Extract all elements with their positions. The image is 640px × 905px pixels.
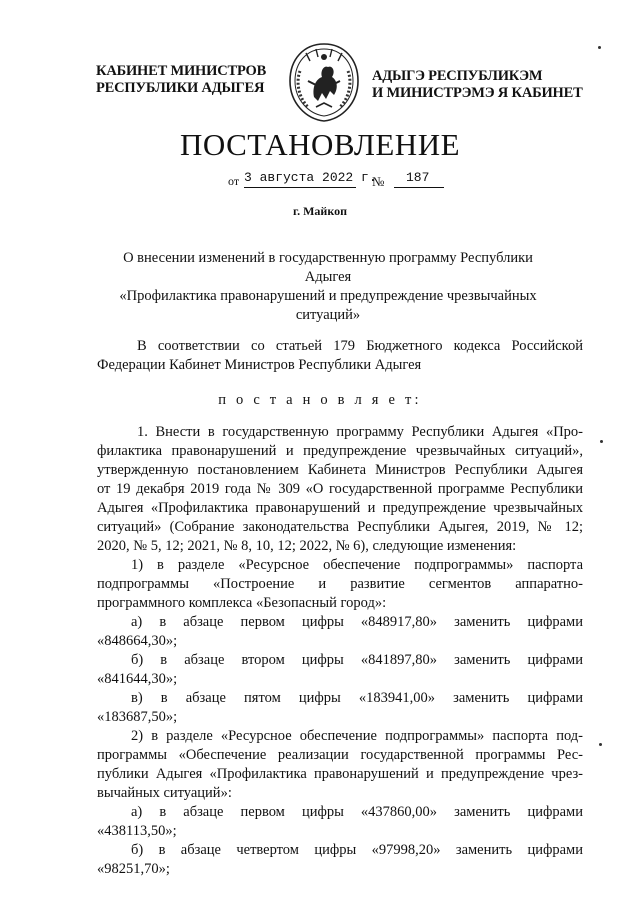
text-line: «98251,70»; [97, 861, 170, 877]
intro-paragraph [97, 337, 583, 375]
date-underline [244, 187, 356, 188]
scan-speck [600, 440, 603, 443]
text-line: 1) в разделе «Ресурсное обеспечение подпрограммы» паспорта [131, 557, 583, 573]
text-line: программного комплекса «Безопасный город»: [97, 595, 387, 611]
text-line: «848664,30»; [97, 633, 178, 649]
intro-line-1: В соответствии со статьей 179 Бюджетного кодекса Российской [137, 338, 583, 354]
text-line: а) в абзаце первом цифры «848917,80» заменить цифрами [131, 614, 583, 630]
text-line: 2) в разделе «Ресурсное обеспечение подпрограммы» паспорта под- [131, 728, 583, 744]
text-line: 1. Внести в государственную программу Республики Адыгея «Про- [137, 424, 583, 440]
text-line: вычайных ситуаций»: [97, 785, 232, 801]
text-line: от 19 декабря 2019 года № 309 «О государственной программе Республики [97, 481, 583, 497]
text-line: а) в абзаце первом цифры «437860,00» заменить цифрами [131, 804, 583, 820]
decree-word: п о с т а н о в л я е т: [218, 392, 422, 408]
text-line: Адыгея «Профилактика правонарушений и предупреждение чрезвычайных [97, 500, 583, 516]
document-title: ПОСТАНОВЛЕНИЕ [179, 127, 461, 162]
scan-speck [599, 743, 602, 746]
document-subject [100, 249, 556, 325]
subject-line-1: О внесении изменений в государственную программу Республики Адыгея [123, 250, 533, 285]
header-right [372, 68, 583, 102]
adygea-coat-of-arms-icon [286, 41, 362, 123]
header-left-line2: РЕСПУБЛИКИ АДЫГЕЯ [96, 80, 265, 96]
text-line: 2020, № 5, 12; 2021, № 8, 10, 12; 2022, № 6), следующие изменения: [97, 538, 517, 554]
header-right-line1: АДЫГЭ РЕСПУБЛИКЭМ [372, 68, 543, 84]
text-line: б) в абзаце четвертом цифры «97998,20» заменить цифрами [131, 842, 583, 858]
intro-line-2: Федерации Кабинет Министров Республики Адыгея [97, 357, 422, 373]
text-line: программы «Обеспечение реализации государственной программы Рес- [97, 747, 583, 763]
text-line: б) в абзаце втором цифры «841897,80» заменить цифрами [131, 652, 583, 668]
city-name: г. Майкоп [292, 204, 347, 218]
number-underline [394, 187, 444, 188]
header-left-line1: КАБИНЕТ МИНИСТРОВ [96, 63, 267, 79]
text-line: публики Адыгея «Профилактика правонарушений и предупреждение чрез- [97, 766, 583, 782]
document-date: 3 августа 2022 г. [244, 170, 377, 185]
date-prefix: от [228, 174, 240, 188]
subject-line-3: ситуаций» [295, 307, 361, 323]
scan-speck [598, 46, 601, 49]
subject-line-2: «Профилактика правонарушений и предупреждение чрезвычайных [119, 288, 537, 304]
document-number: 187 [406, 170, 430, 185]
text-line: «841644,30»; [97, 671, 178, 687]
text-line: филактика правонарушений и предупреждение чрезвычайных ситуаций», [97, 443, 583, 459]
text-line: ситуаций» (Собрание законодательства Республики Адыгея, 2019, № 12; [97, 519, 583, 535]
text-line: «438113,50»; [97, 823, 177, 839]
main-text [97, 423, 583, 879]
text-line: утвержденную постановлением Кабинета Министров Республики Адыгея [97, 462, 583, 478]
date-number-line [220, 170, 460, 192]
text-line: подпрограммы «Построение и развитие сегментов аппаратно- [97, 576, 583, 592]
header-right-line2: И МИНИСТРЭМЭ Я КАБИНЕТ [372, 85, 583, 101]
text-line: «183687,50»; [97, 709, 178, 725]
number-sign: № [372, 174, 385, 189]
header-left [96, 63, 266, 97]
text-line: в) в абзаце пятом цифры «183941,00» заменить цифрами [131, 690, 583, 706]
